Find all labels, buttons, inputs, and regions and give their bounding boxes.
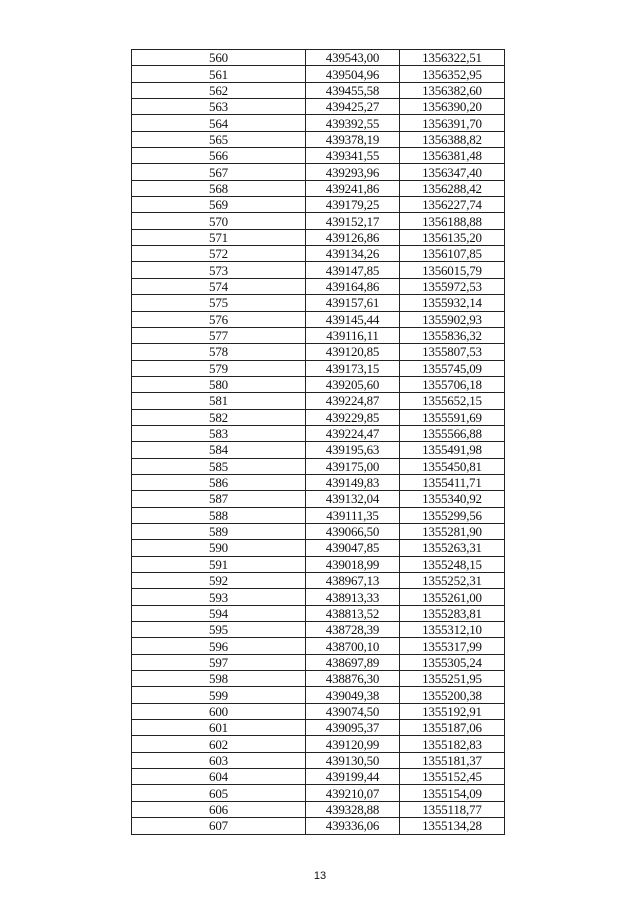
y-coordinate-cell: 1355932,14 <box>400 295 505 311</box>
point-number-cell: 605 <box>132 785 306 801</box>
y-coordinate-cell: 1355706,18 <box>400 376 505 392</box>
x-coordinate-cell: 439066,50 <box>306 523 400 539</box>
point-number-cell: 602 <box>132 736 306 752</box>
y-coordinate-cell: 1355182,83 <box>400 736 505 752</box>
point-number-cell: 594 <box>132 605 306 621</box>
y-coordinate-cell: 1356381,48 <box>400 148 505 164</box>
table-row <box>132 801 505 817</box>
y-coordinate-cell: 1355836,32 <box>400 327 505 343</box>
y-coordinate-cell: 1355263,31 <box>400 540 505 556</box>
y-coordinate-cell: 1355450,81 <box>400 458 505 474</box>
y-coordinate-cell: 1355192,91 <box>400 703 505 719</box>
table-row <box>132 654 505 670</box>
point-number-cell: 601 <box>132 720 306 736</box>
x-coordinate-cell: 438697,89 <box>306 654 400 670</box>
point-number-cell: 592 <box>132 573 306 589</box>
x-coordinate-cell: 439341,55 <box>306 148 400 164</box>
x-coordinate-cell: 439145,44 <box>306 311 400 327</box>
x-coordinate-cell: 439224,47 <box>306 425 400 441</box>
table-row <box>132 99 505 115</box>
y-coordinate-cell: 1356322,51 <box>400 50 505 66</box>
x-coordinate-cell: 439173,15 <box>306 360 400 376</box>
point-number-cell: 588 <box>132 507 306 523</box>
x-coordinate-cell: 439392,55 <box>306 115 400 131</box>
y-coordinate-cell: 1355252,31 <box>400 573 505 589</box>
table-row <box>132 376 505 392</box>
x-coordinate-cell: 439074,50 <box>306 703 400 719</box>
y-coordinate-cell: 1355652,15 <box>400 393 505 409</box>
table-row <box>132 573 505 589</box>
table-row <box>132 605 505 621</box>
y-coordinate-cell: 1355411,71 <box>400 474 505 490</box>
y-coordinate-cell: 1355972,53 <box>400 278 505 294</box>
table-row <box>132 703 505 719</box>
point-number-cell: 596 <box>132 638 306 654</box>
x-coordinate-cell: 439120,85 <box>306 344 400 360</box>
y-coordinate-cell: 1355200,38 <box>400 687 505 703</box>
point-number-cell: 574 <box>132 278 306 294</box>
y-coordinate-cell: 1355591,69 <box>400 409 505 425</box>
y-coordinate-cell: 1355281,90 <box>400 523 505 539</box>
y-coordinate-cell: 1356391,70 <box>400 115 505 131</box>
table-row <box>132 344 505 360</box>
point-number-cell: 570 <box>132 213 306 229</box>
table-row <box>132 638 505 654</box>
x-coordinate-cell: 439241,86 <box>306 180 400 196</box>
x-coordinate-cell: 438913,33 <box>306 589 400 605</box>
y-coordinate-cell: 1355902,93 <box>400 311 505 327</box>
y-coordinate-cell: 1355312,10 <box>400 622 505 638</box>
x-coordinate-cell: 439152,17 <box>306 213 400 229</box>
y-coordinate-cell: 1355283,81 <box>400 605 505 621</box>
y-coordinate-cell: 1356388,82 <box>400 131 505 147</box>
point-number-cell: 573 <box>132 262 306 278</box>
x-coordinate-cell: 439147,85 <box>306 262 400 278</box>
y-coordinate-cell: 1356390,20 <box>400 99 505 115</box>
point-number-cell: 579 <box>132 360 306 376</box>
page-number: 13 <box>313 870 327 882</box>
point-number-cell: 599 <box>132 687 306 703</box>
table-row <box>132 148 505 164</box>
point-number-cell: 583 <box>132 425 306 441</box>
y-coordinate-cell: 1355340,92 <box>400 491 505 507</box>
table-row <box>132 50 505 66</box>
y-coordinate-cell: 1355566,88 <box>400 425 505 441</box>
y-coordinate-cell: 1356227,74 <box>400 197 505 213</box>
x-coordinate-cell: 439130,50 <box>306 752 400 768</box>
point-number-cell: 564 <box>132 115 306 131</box>
table-row <box>132 523 505 539</box>
point-number-cell: 567 <box>132 164 306 180</box>
x-coordinate-cell: 439149,83 <box>306 474 400 490</box>
x-coordinate-cell: 439164,86 <box>306 278 400 294</box>
point-number-cell: 607 <box>132 818 306 834</box>
table-row <box>132 736 505 752</box>
table-row <box>132 229 505 245</box>
point-number-cell: 560 <box>132 50 306 66</box>
point-number-cell: 578 <box>132 344 306 360</box>
point-number-cell: 598 <box>132 671 306 687</box>
x-coordinate-cell: 439195,63 <box>306 442 400 458</box>
x-coordinate-cell: 439224,87 <box>306 393 400 409</box>
point-number-cell: 591 <box>132 556 306 572</box>
point-number-cell: 565 <box>132 131 306 147</box>
x-coordinate-cell: 439132,04 <box>306 491 400 507</box>
x-coordinate-cell: 439111,35 <box>306 507 400 523</box>
x-coordinate-cell: 439425,27 <box>306 99 400 115</box>
x-coordinate-cell: 439126,86 <box>306 229 400 245</box>
point-number-cell: 571 <box>132 229 306 245</box>
table-row <box>132 556 505 572</box>
x-coordinate-cell: 439116,11 <box>306 327 400 343</box>
point-number-cell: 587 <box>132 491 306 507</box>
y-coordinate-cell: 1355305,24 <box>400 654 505 670</box>
x-coordinate-cell: 439293,96 <box>306 164 400 180</box>
table-row <box>132 295 505 311</box>
table-row <box>132 164 505 180</box>
point-number-cell: 582 <box>132 409 306 425</box>
table-row <box>132 622 505 638</box>
y-coordinate-cell: 1355251,95 <box>400 671 505 687</box>
table-row <box>132 720 505 736</box>
table-row <box>132 687 505 703</box>
table-row <box>132 491 505 507</box>
point-number-cell: 581 <box>132 393 306 409</box>
point-number-cell: 585 <box>132 458 306 474</box>
point-number-cell: 589 <box>132 523 306 539</box>
table-row <box>132 393 505 409</box>
table-row <box>132 82 505 98</box>
y-coordinate-cell: 1355299,56 <box>400 507 505 523</box>
point-number-cell: 576 <box>132 311 306 327</box>
point-number-cell: 569 <box>132 197 306 213</box>
x-coordinate-cell: 439210,07 <box>306 785 400 801</box>
y-coordinate-cell: 1355181,37 <box>400 752 505 768</box>
y-coordinate-cell: 1355118,77 <box>400 801 505 817</box>
point-number-cell: 600 <box>132 703 306 719</box>
point-number-cell: 593 <box>132 589 306 605</box>
x-coordinate-cell: 439018,99 <box>306 556 400 572</box>
x-coordinate-cell: 439157,61 <box>306 295 400 311</box>
point-number-cell: 584 <box>132 442 306 458</box>
x-coordinate-cell: 439175,00 <box>306 458 400 474</box>
table-row <box>132 818 505 834</box>
x-coordinate-cell: 438967,13 <box>306 573 400 589</box>
coordinates-table-body <box>132 50 505 835</box>
y-coordinate-cell: 1355187,06 <box>400 720 505 736</box>
point-number-cell: 563 <box>132 99 306 115</box>
x-coordinate-cell: 439504,96 <box>306 66 400 82</box>
point-number-cell: 568 <box>132 180 306 196</box>
x-coordinate-cell: 438728,39 <box>306 622 400 638</box>
table-row <box>132 213 505 229</box>
x-coordinate-cell: 439179,25 <box>306 197 400 213</box>
y-coordinate-cell: 1356188,88 <box>400 213 505 229</box>
y-coordinate-cell: 1355248,15 <box>400 556 505 572</box>
table-row <box>132 785 505 801</box>
table-row <box>132 278 505 294</box>
x-coordinate-cell: 439047,85 <box>306 540 400 556</box>
table-row <box>132 752 505 768</box>
x-coordinate-cell: 439336,06 <box>306 818 400 834</box>
x-coordinate-cell: 439205,60 <box>306 376 400 392</box>
table-row <box>132 262 505 278</box>
point-number-cell: 603 <box>132 752 306 768</box>
table-row <box>132 474 505 490</box>
table-row <box>132 360 505 376</box>
y-coordinate-cell: 1355807,53 <box>400 344 505 360</box>
point-number-cell: 577 <box>132 327 306 343</box>
x-coordinate-cell: 439543,00 <box>306 50 400 66</box>
x-coordinate-cell: 439134,26 <box>306 246 400 262</box>
point-number-cell: 595 <box>132 622 306 638</box>
table-row <box>132 246 505 262</box>
x-coordinate-cell: 438876,30 <box>306 671 400 687</box>
y-coordinate-cell: 1355152,45 <box>400 769 505 785</box>
table-row <box>132 425 505 441</box>
x-coordinate-cell: 439229,85 <box>306 409 400 425</box>
x-coordinate-cell: 439328,88 <box>306 801 400 817</box>
x-coordinate-cell: 439455,58 <box>306 82 400 98</box>
y-coordinate-cell: 1355154,09 <box>400 785 505 801</box>
point-number-cell: 590 <box>132 540 306 556</box>
x-coordinate-cell: 438700,10 <box>306 638 400 654</box>
x-coordinate-cell: 438813,52 <box>306 605 400 621</box>
table-row <box>132 671 505 687</box>
y-coordinate-cell: 1356352,95 <box>400 66 505 82</box>
point-number-cell: 606 <box>132 801 306 817</box>
point-number-cell: 561 <box>132 66 306 82</box>
table-row <box>132 197 505 213</box>
table-row <box>132 115 505 131</box>
y-coordinate-cell: 1355261,00 <box>400 589 505 605</box>
y-coordinate-cell: 1355491,98 <box>400 442 505 458</box>
table-row <box>132 131 505 147</box>
y-coordinate-cell: 1356288,42 <box>400 180 505 196</box>
y-coordinate-cell: 1355317,99 <box>400 638 505 654</box>
x-coordinate-cell: 439049,38 <box>306 687 400 703</box>
point-number-cell: 575 <box>132 295 306 311</box>
x-coordinate-cell: 439378,19 <box>306 131 400 147</box>
point-number-cell: 604 <box>132 769 306 785</box>
table-row <box>132 66 505 82</box>
table-row <box>132 507 505 523</box>
table-row <box>132 409 505 425</box>
point-number-cell: 597 <box>132 654 306 670</box>
table-row <box>132 311 505 327</box>
table-row <box>132 458 505 474</box>
table-row <box>132 180 505 196</box>
y-coordinate-cell: 1356382,60 <box>400 82 505 98</box>
point-number-cell: 580 <box>132 376 306 392</box>
table-row <box>132 540 505 556</box>
y-coordinate-cell: 1356015,79 <box>400 262 505 278</box>
coordinates-table <box>131 49 505 835</box>
table-row <box>132 589 505 605</box>
y-coordinate-cell: 1356107,85 <box>400 246 505 262</box>
y-coordinate-cell: 1356347,40 <box>400 164 505 180</box>
point-number-cell: 572 <box>132 246 306 262</box>
x-coordinate-cell: 439095,37 <box>306 720 400 736</box>
y-coordinate-cell: 1356135,20 <box>400 229 505 245</box>
point-number-cell: 586 <box>132 474 306 490</box>
table-row <box>132 327 505 343</box>
point-number-cell: 562 <box>132 82 306 98</box>
x-coordinate-cell: 439199,44 <box>306 769 400 785</box>
y-coordinate-cell: 1355745,09 <box>400 360 505 376</box>
point-number-cell: 566 <box>132 148 306 164</box>
table-row <box>132 769 505 785</box>
y-coordinate-cell: 1355134,28 <box>400 818 505 834</box>
x-coordinate-cell: 439120,99 <box>306 736 400 752</box>
table-row <box>132 442 505 458</box>
